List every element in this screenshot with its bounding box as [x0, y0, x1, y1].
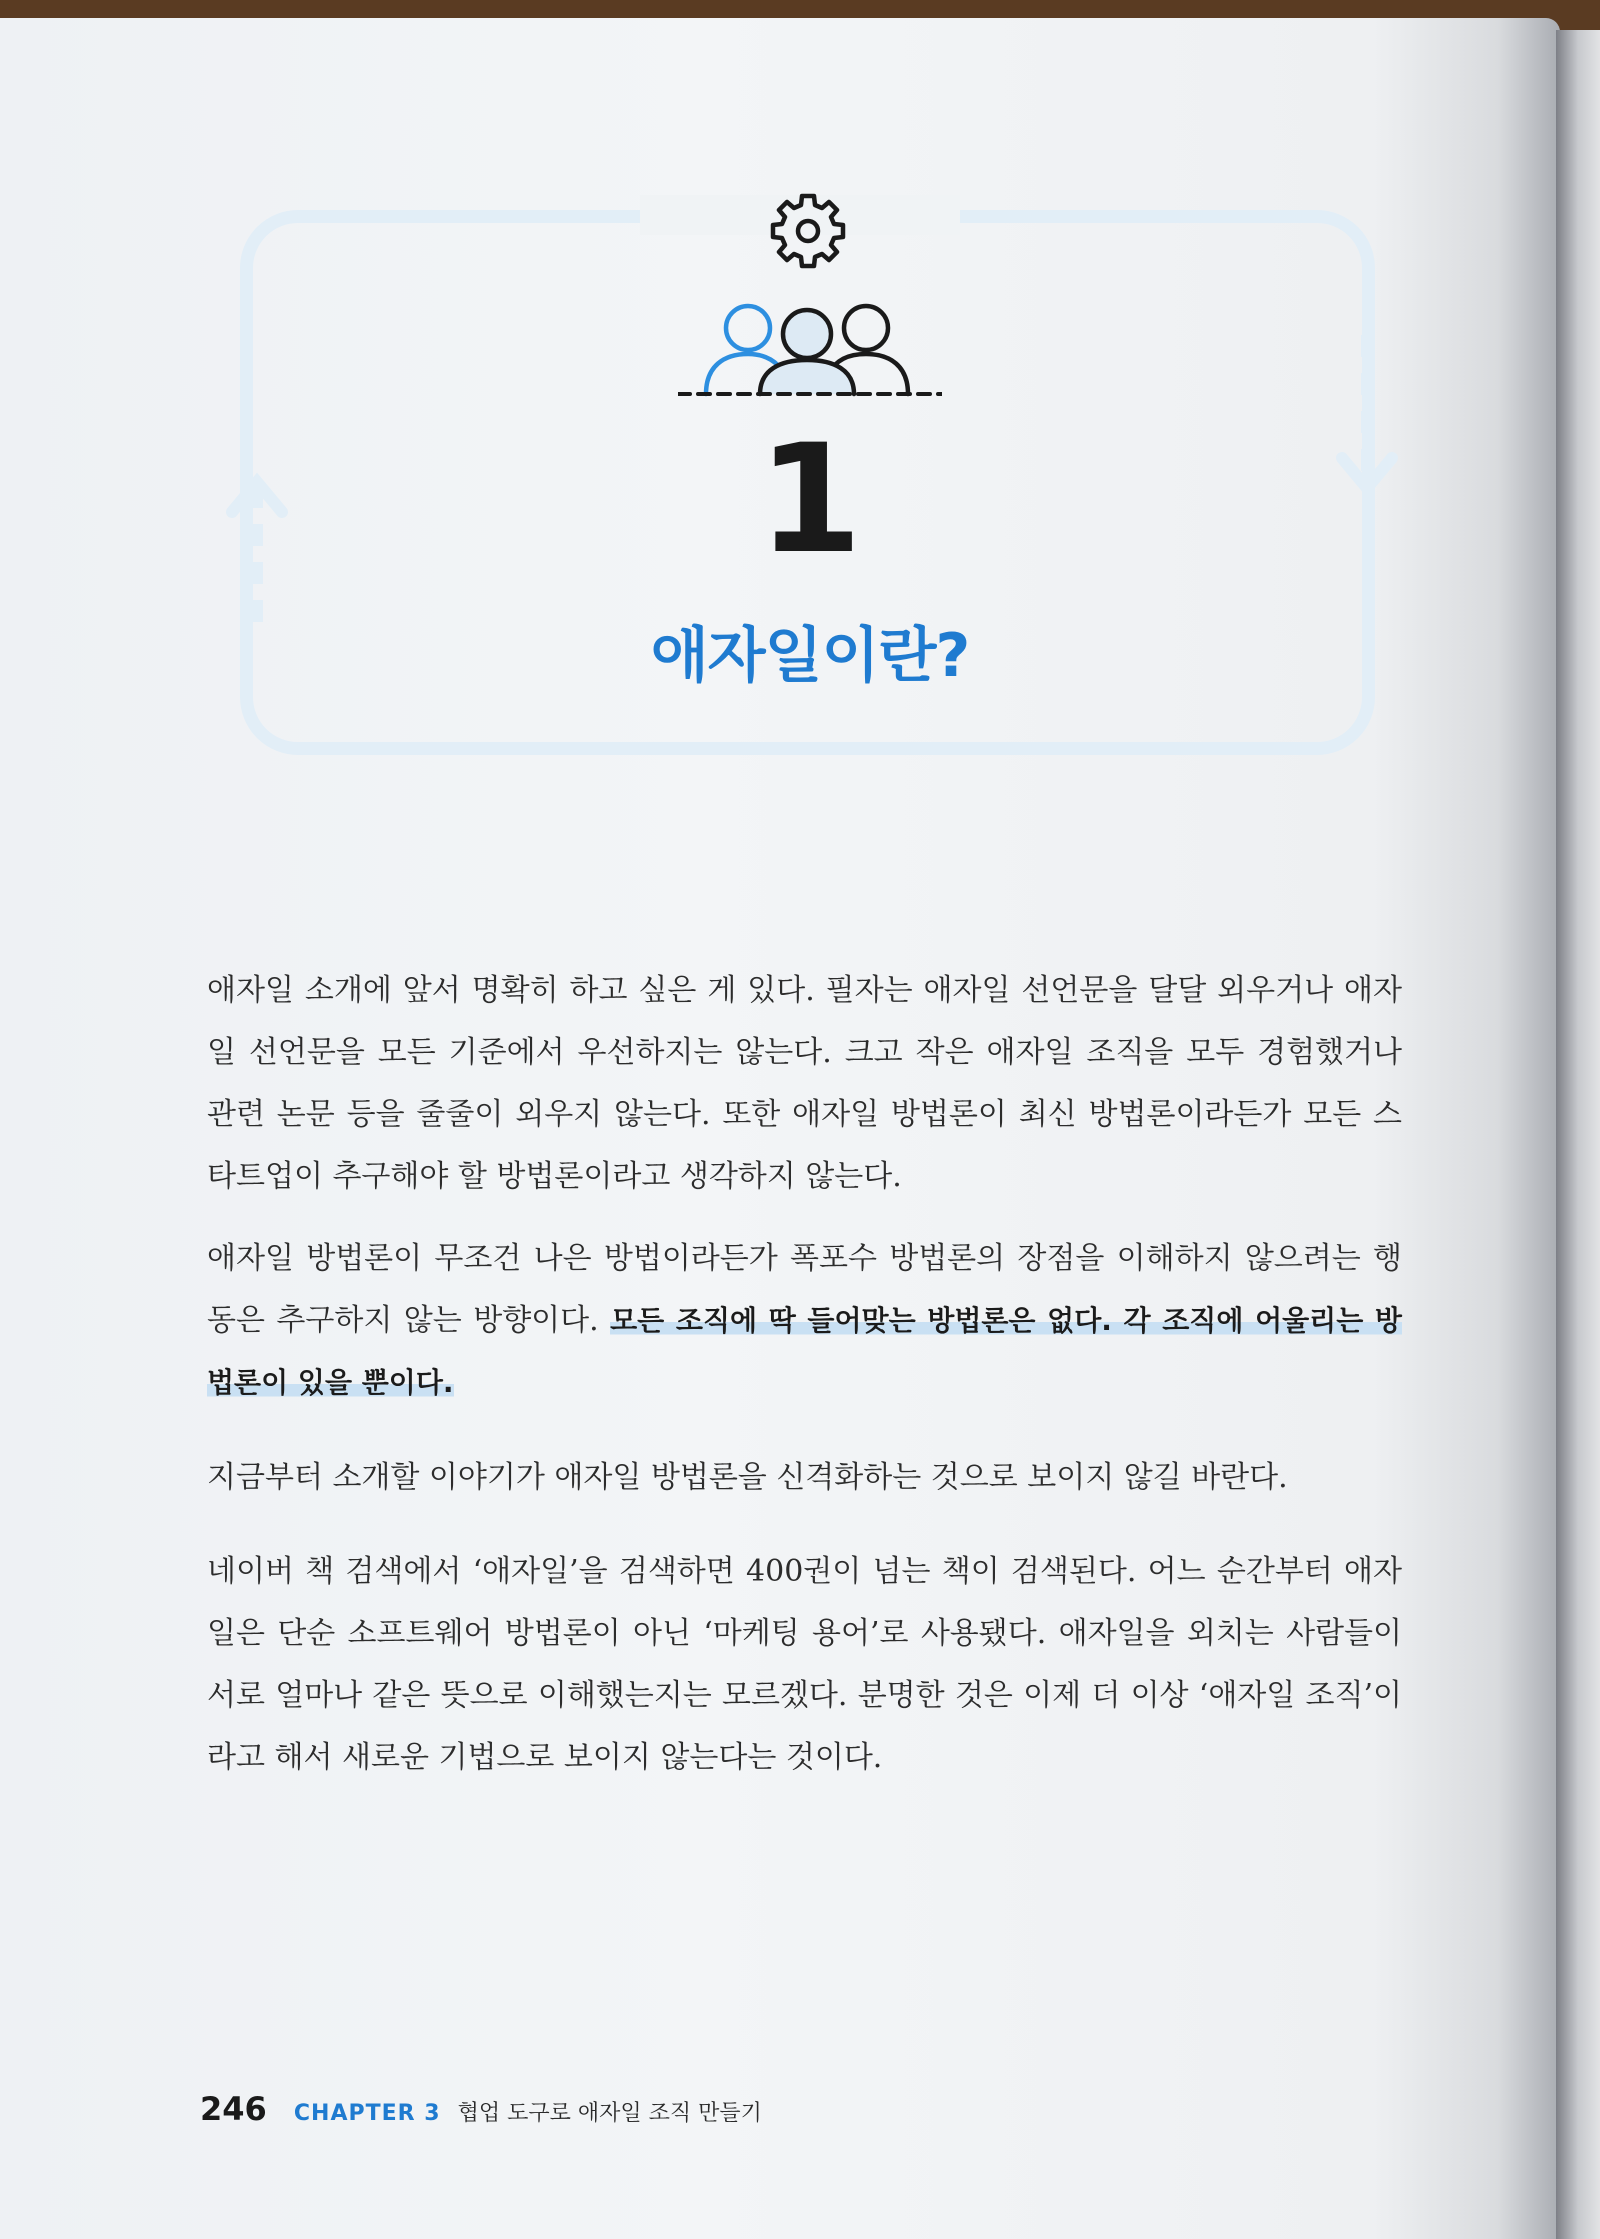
chapter-label: CHAPTER 3: [293, 2101, 441, 2126]
paragraph-3: 지금부터 소개할 이야기가 애자일 방법론을 신격화하는 것으로 보이지 않길 바란다.: [207, 1460, 1288, 1495]
paragraph-2: [207, 1228, 1402, 1414]
section-title: 애자일이란?: [650, 621, 970, 691]
page-number: 246: [200, 2090, 267, 2128]
dashed-down-arrow-icon: [1332, 330, 1402, 510]
highlighted-statement: 모든 조직에 딱 들어맞는 방법론은 없다. 각 조직에 어울리는 방법론이 있을 뿐이다.: [207, 1304, 1402, 1399]
dashed-up-arrow-icon: [222, 460, 292, 640]
people-group-icon: [678, 294, 942, 404]
page-edge-shadow: [1556, 30, 1600, 2239]
paragraph-1: 애자일 소개에 앞서 명확히 하고 싶은 게 있다. 필자는 애자일 선언문을 달달 외우거나 애자일 선언문을 모든 기준에서 우선하지는 않는다. 크고 작은 애자일 조직을 모두 경험했거나 관련 논문 등을 줄줄이 외우지 않는다. 또한 애자일 방법론이 최신 방법론이라든가 모든 스타트업이 추구해야 할 방법론이라고 생각하지 않는다.: [207, 973, 1402, 1194]
chapter-number: 1: [757, 413, 863, 587]
gear-icon: [768, 190, 848, 270]
chapter-running-title: 협업 도구로 애자일 조직 만들기: [457, 2101, 762, 2126]
paragraph-4: 네이버 책 검색에서 ‘애자일’을 검색하면 400권이 넘는 책이 검색된다. 어느 순간부터 애자일은 단순 소프트웨어 방법론이 아닌 ‘마케팅 용어’로 사용됐다. 애자일을 외치는 사람들이 서로 얼마나 같은 뜻으로 이해했는지는 모르겠다. 분명한 것은 이제 더 이상 ‘애자일 조직’이라고 해서 새로운 기법으로 보이지 않는다는 것이다.: [207, 1554, 1402, 1775]
page-footer: [200, 2090, 762, 2128]
paragraph-2-text: 애자일 방법론이 무조건 나은 방법이라든가 폭포수 방법론의 장점을 이해하지 않으려는 행동은 추구하지 않는 방향이다.: [207, 1241, 1402, 1338]
